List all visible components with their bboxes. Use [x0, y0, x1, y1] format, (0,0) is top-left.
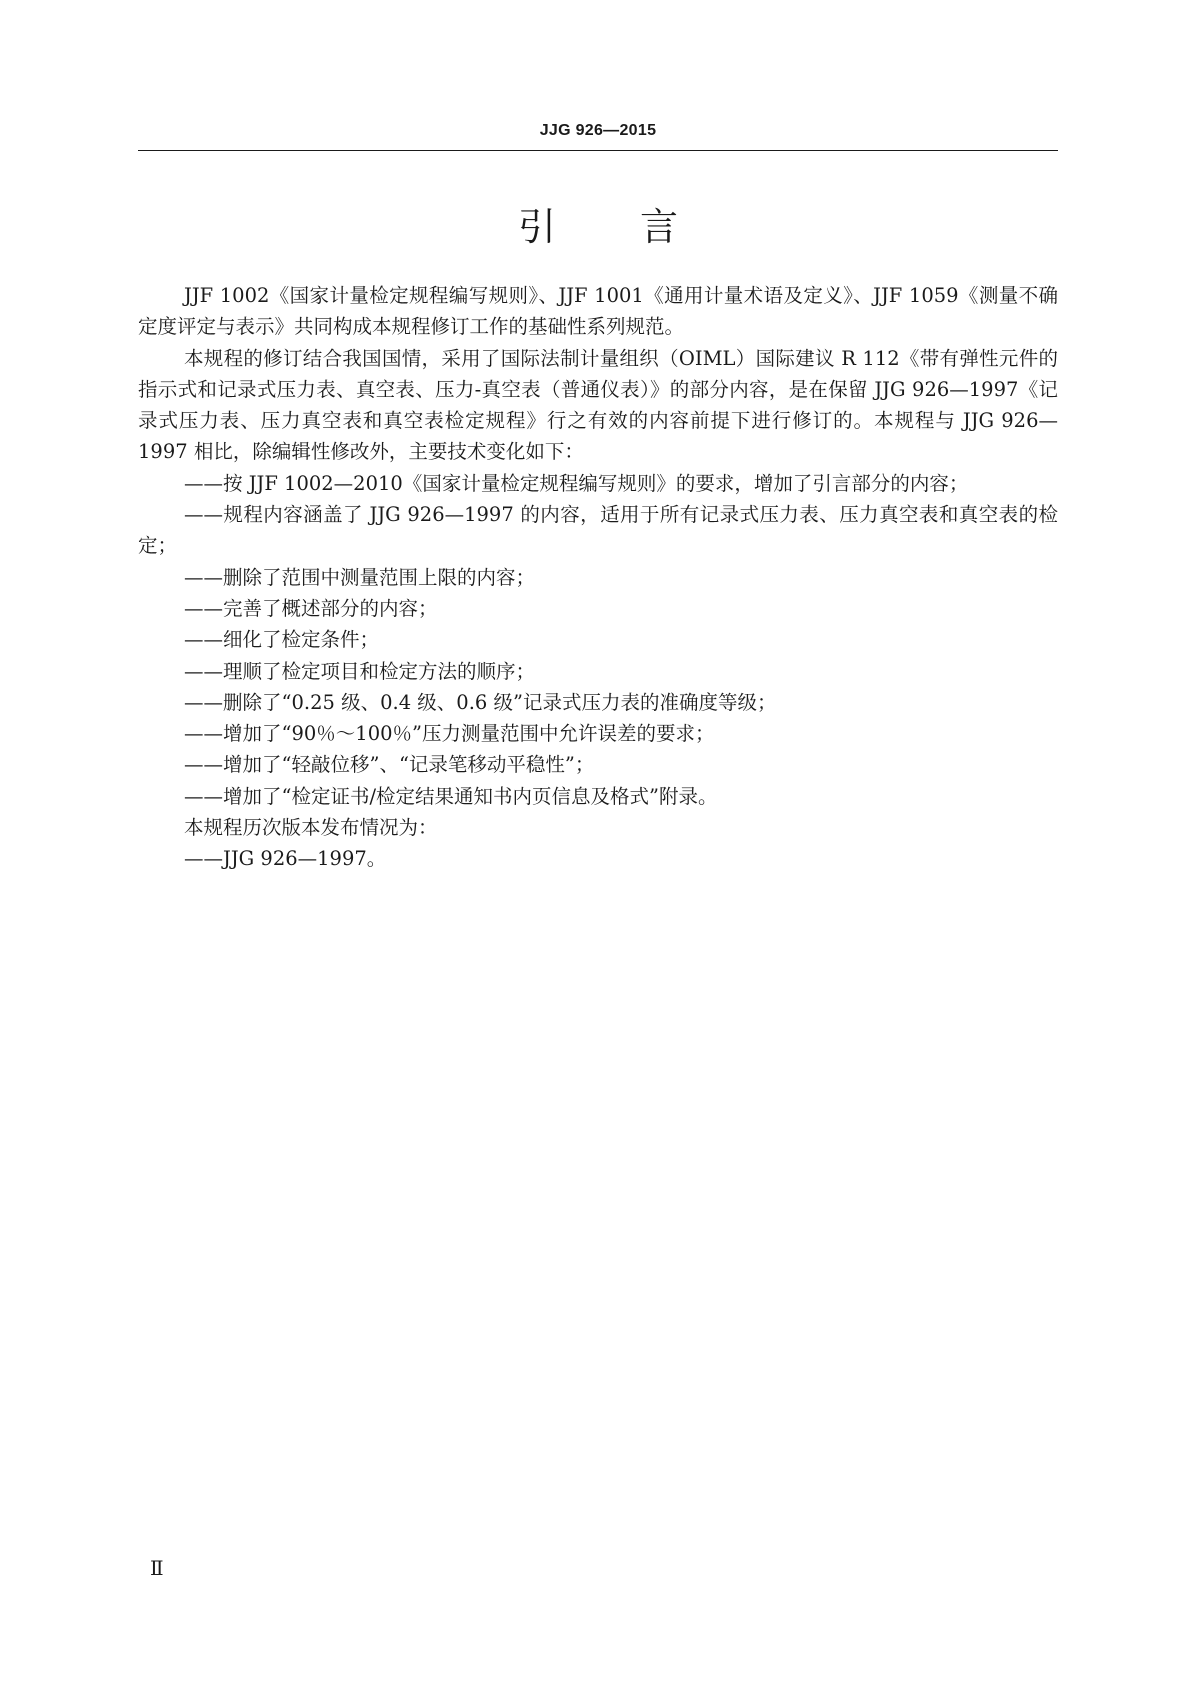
list-item-change: ——增加了“检定证书/检定结果通知书内页信息及格式”附录。: [184, 784, 718, 808]
list-item-change: ——完善了概述部分的内容；: [184, 596, 438, 620]
paragraph-foundation-standards: JJF 1002《国家计量检定规程编写规则》、JJF 1001《通用计量术语及定义》、JJF 1059《测量不确定度评定与表示》共同构成本规程修订工作的基础性系列规范。: [138, 284, 1058, 339]
body-text: [138, 280, 1058, 875]
list-item-change: ——删除了“0.25 级、0.4 级、0.6 级”记录式压力表的准确度等级；: [184, 690, 777, 714]
paragraph-revision-basis: 本规程的修订结合我国国情，采用了国际法制计量组织（OIML）国际建议 R 112《带有弹性元件的指示式和记录式压力表、真空表、压力-真空表（普通仪表）》的部分内容，是在保留 JJG 926—1997《记录式压力表、压力真空表和真空表检定规程》行之有效的内容前提下进行修订的。本规程与 JJG 926—1997 相比，除编辑性修改外，主要技术变化如下：: [138, 346, 1058, 464]
paragraph-version-history: 本规程历次版本发布情况为：: [184, 816, 438, 840]
page-title: 引言: [517, 205, 762, 249]
list-item-change: ——细化了检定条件；: [184, 628, 380, 652]
list-item-change: ——增加了“轻敲位移”、“记录笔移动平稳性”；: [184, 753, 595, 777]
list-item-change: ——理顺了检定项目和检定方法的顺序；: [184, 659, 536, 683]
list-item-change: ——按 JJF 1002—2010《国家计量检定规程编写规则》的要求，增加了引言部分的内容；: [184, 471, 969, 495]
list-item-change: ——增加了“90％～100％”压力测量范围中允许误差的要求；: [184, 722, 715, 746]
list-item-previous-version: ——JJG 926—1997。: [184, 847, 387, 871]
list-item-change: ——删除了范围中测量范围上限的内容；: [184, 565, 536, 589]
page-header: JJG 926—2015: [539, 122, 657, 139]
page-number: Ⅱ: [150, 1556, 164, 1580]
header-divider: [138, 150, 1058, 151]
list-item-change: ——规程内容涵盖了 JJG 926—1997 的内容，适用于所有记录式压力表、压力真空表和真空表的检定；: [138, 503, 1058, 558]
